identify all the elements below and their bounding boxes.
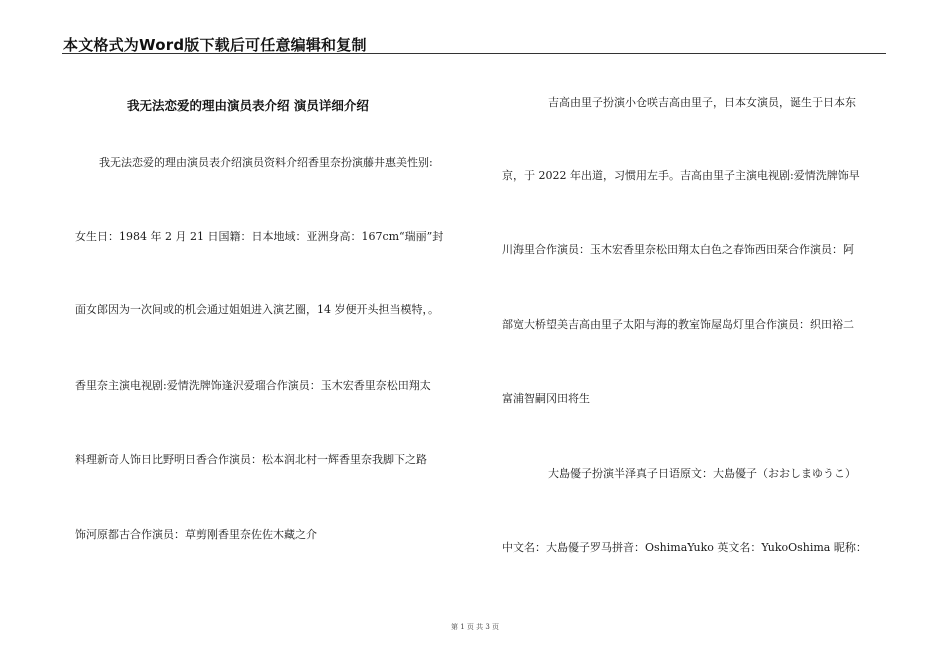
paragraph-line: 中文名：大島優子罗马拼音：OshimaYuko 英文名：YukoOshima 昵称： [502,541,867,554]
header-divider [62,53,886,54]
paragraph-line: 我无法恋爱的理由演员表介绍演员资料介绍香里奈扮演藤井惠美性别: [99,156,433,169]
page-indicator: 第 1 页 共 3 页 [450,623,500,631]
paragraph-line: 川海里合作演员：玉木宏香里奈松田翔太白色之春饰西田栞合作演员：阿 [502,243,854,256]
paragraph-line: 京，于 2022 年出道，习惯用左手。吉高由里子主演电视剧:爱情洗牌饰早 [502,169,860,182]
paragraph-line: 饰河原都古合作演员：草剪刚香里奈佐佐木藏之介 [75,528,317,541]
paragraph-line: 面女郎因为一次间或的机会通过姐姐进入演艺圈，14 岁便开头担当模特，。 [75,303,439,316]
paragraph-line: 大島優子扮演半泽真子日语原文：大島優子（おおしまゆうこ） [548,467,856,480]
document-title: 我无法恋爱的理由演员表介绍 演员详细介绍 [127,98,369,113]
paragraph-line: 部宽大桥望美吉高由里子太阳与海的教室饰屋岛灯里合作演员：织田裕二 [502,318,854,331]
paragraph-line: 料理新奇人饰日比野明日香合作演员：松本润北村一辉香里奈我脚下之路 [75,453,427,466]
paragraph-line: 女生日：1984 年 2 月 21 日国籍：日本地域：亚洲身高：167cm“瑞丽”封 [75,230,444,243]
paragraph-line: 香里奈主演电视剧:爱情洗牌饰逢沢爱瑠合作演员：玉木宏香里奈松田翔太 [75,379,431,392]
header-banner: 本文格式为Word版下载后可任意编辑和复制 [63,36,367,54]
paragraph-line: 吉高由里子扮演小仓咲吉高由里子，日本女演员，诞生于日本东 [548,96,856,109]
paragraph-line: 富浦智嗣冈田将生 [502,392,590,405]
